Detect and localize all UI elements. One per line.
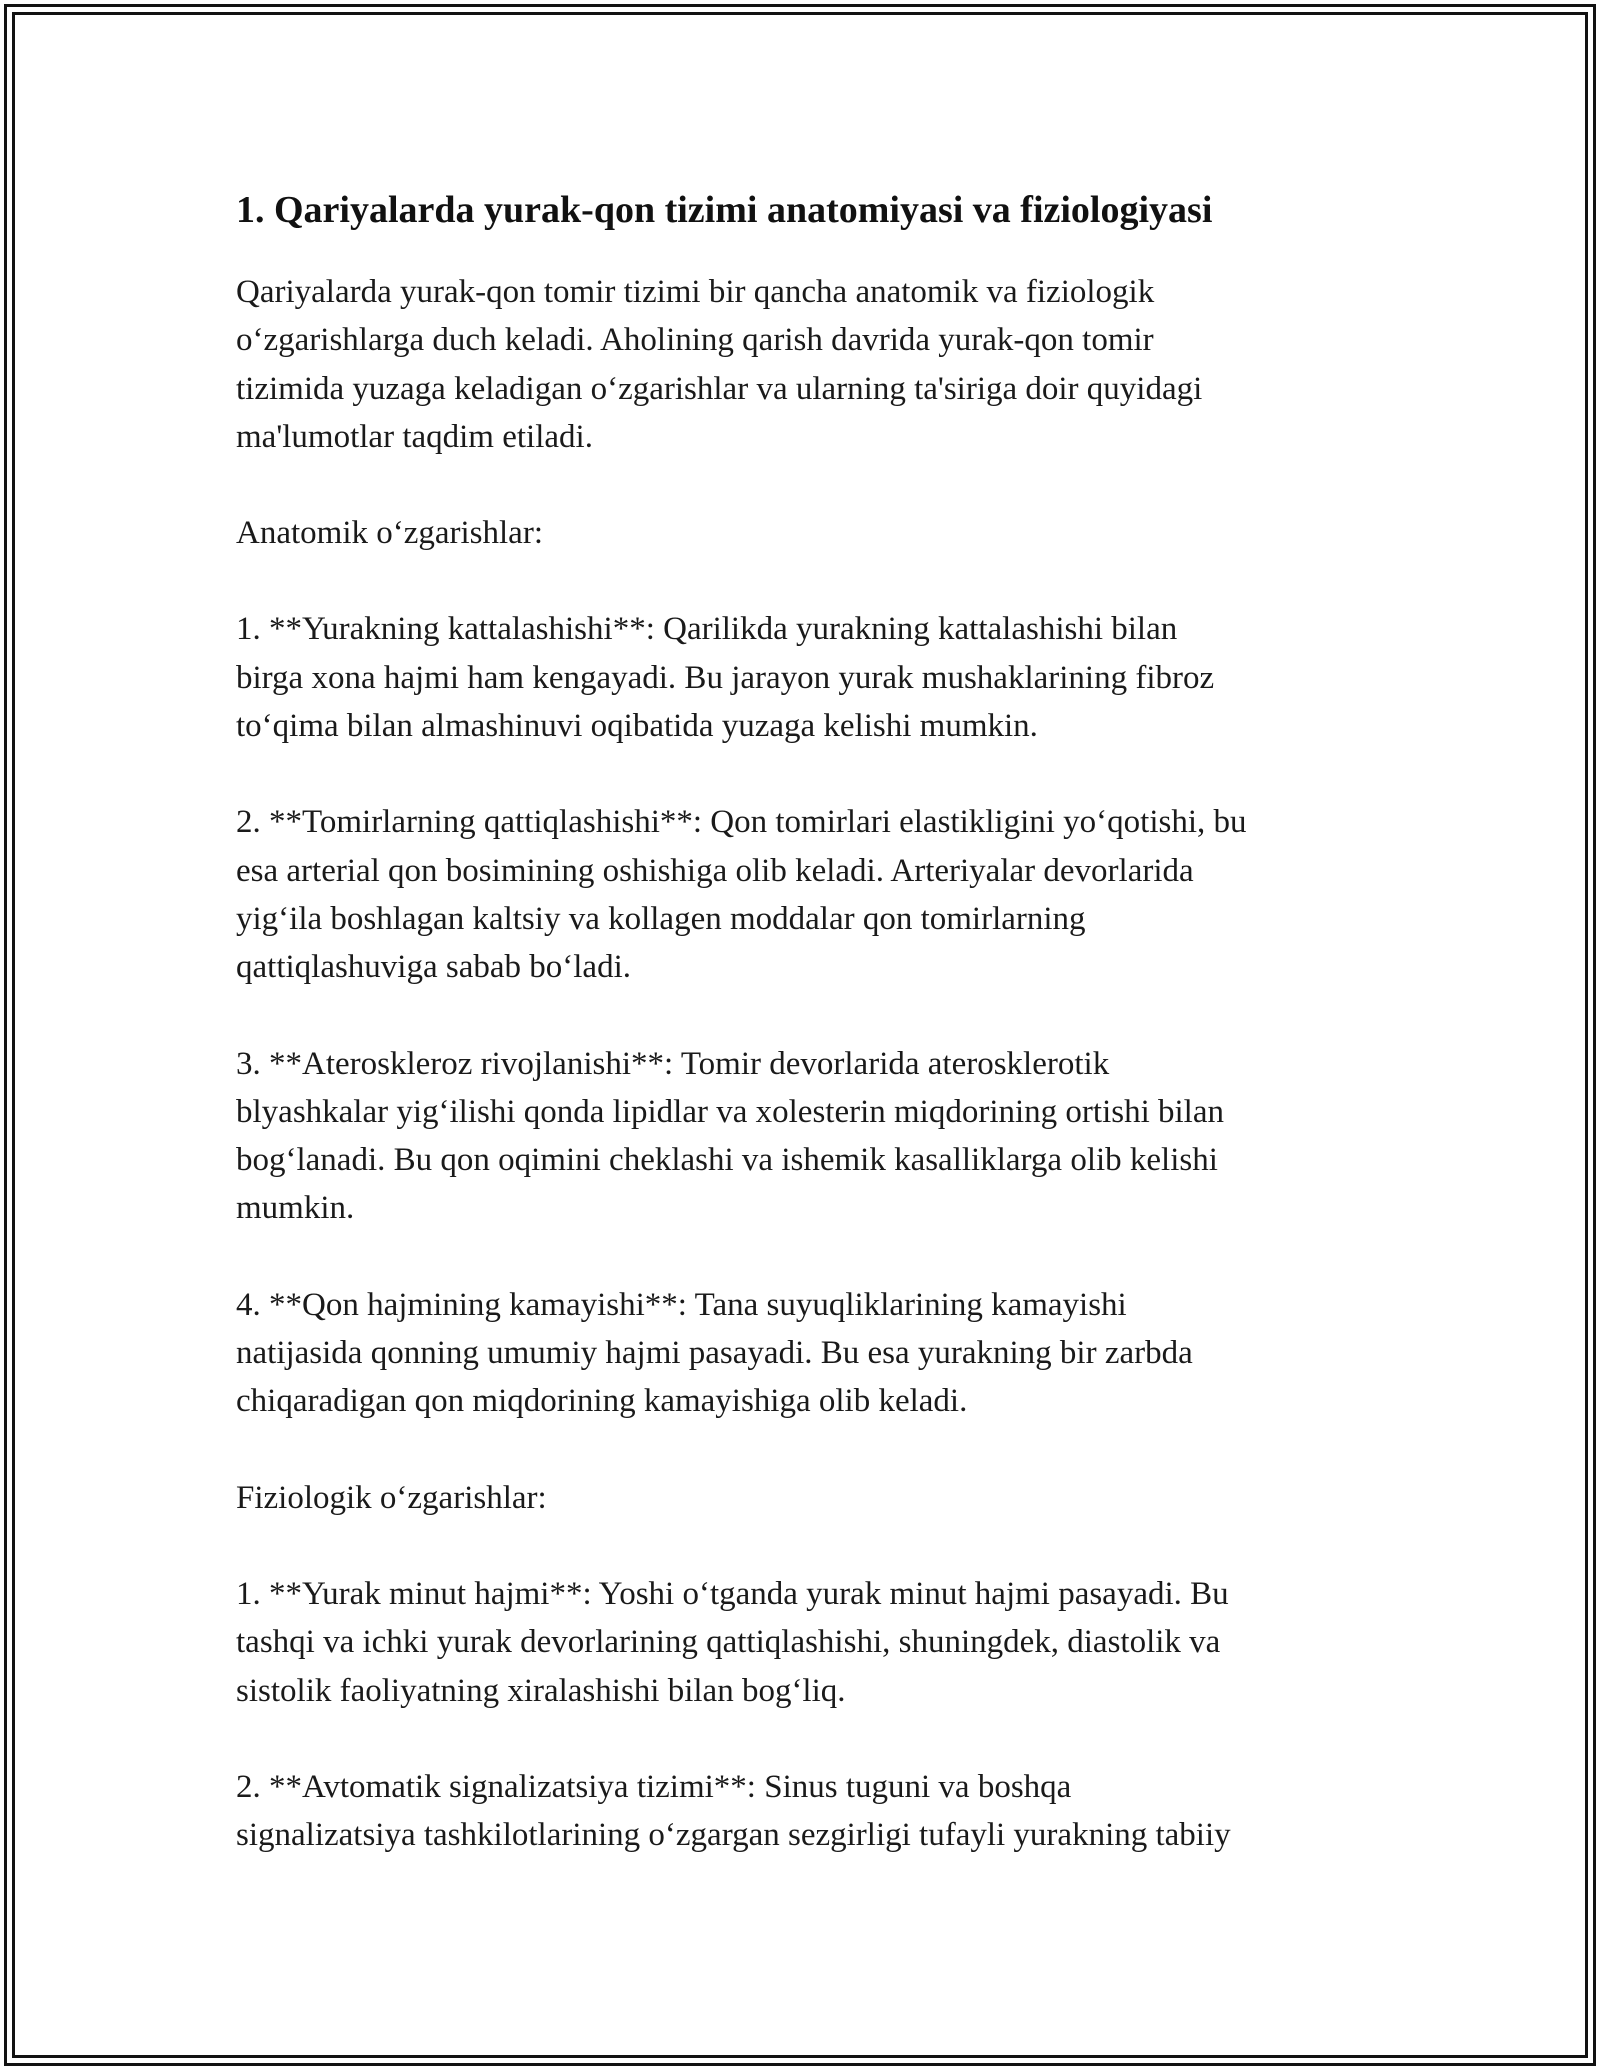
anatomical-item-3: 3. **Ateroskleroz rivojlanishi**: Tomir devorlarida aterosklerotik blyashkalar yig‘ilishi qonda lipidlar va xolesterin miqdorining ortishi bilan bog‘lanadi. Bu qon oqimini cheklashi va ishemik kasalliklarga olib kelishi mumkin. xyxy=(236,1045,1225,1227)
intro-paragraph: Qariyalarda yurak-qon tomir tizimi bir qancha anatomik va fiziologik o‘zgarishlarga duch keladi. Aholining qarish davrida yurak-qon tomir tizimida yuzaga keladigan o‘zgarishlar va ularning ta'siriga doir quyidagi ma'lumotlar taqdim etiladi. xyxy=(236,274,1203,455)
anatomical-item-2: 2. **Tomirlarning qattiqlashishi**: Qon tomirlari elastikligini yo‘qotishi, bu esa arterial qon bosimining oshishiga olib keladi. Arteriyalar devorlarida yig‘ila boshlagan kaltsiy va kollagen moddalar qon tomirlarning qattiqlashuviga sabab bo‘ladi. xyxy=(236,804,1247,986)
document-title: 1. Qariyalarda yurak-qon tizimi anatomiyasi va fiziologiyasi xyxy=(236,189,1213,231)
section-heading-physiological: Fiziologik o‘zgarishlar: xyxy=(236,1479,547,1516)
physiological-item-1: 1. **Yurak minut hajmi**: Yoshi o‘tganda yurak minut hajmi pasayadi. Bu tashqi va ichki yurak devorlarining qattiqlashishi, shuningdek, diastolik va sistolik faoliyatning xiralashishi bilan bog‘liq. xyxy=(236,1575,1229,1709)
physiological-item-2: 2. **Avtomatik signalizatsiya tizimi**: Sinus tuguni va boshqa signalizatsiya tashkilotlarining o‘zgargan sezgirligi tufayli yurakning tabiiy xyxy=(236,1768,1231,1854)
document-body xyxy=(236,186,1376,1859)
anatomical-item-1: 1. **Yurakning kattalashishi**: Qarilikda yurakning kattalashishi bilan birga xona hajmi ham kengayadi. Bu jarayon yurak mushaklarining fibroz to‘qima bilan almashinuvi oqibatida yuzaga kelishi mumkin. xyxy=(236,611,1215,745)
section-heading-anatomical: Anatomik o‘zgarishlar: xyxy=(236,515,543,552)
anatomical-item-4: 4. **Qon hajmining kamayishi**: Tana suyuqliklarining kamayishi natijasida qonning umumiy hajmi pasayadi. Bu esa yurakning bir zarbda chiqaradigan qon miqdorining kamayishiga olib keladi. xyxy=(236,1286,1193,1420)
